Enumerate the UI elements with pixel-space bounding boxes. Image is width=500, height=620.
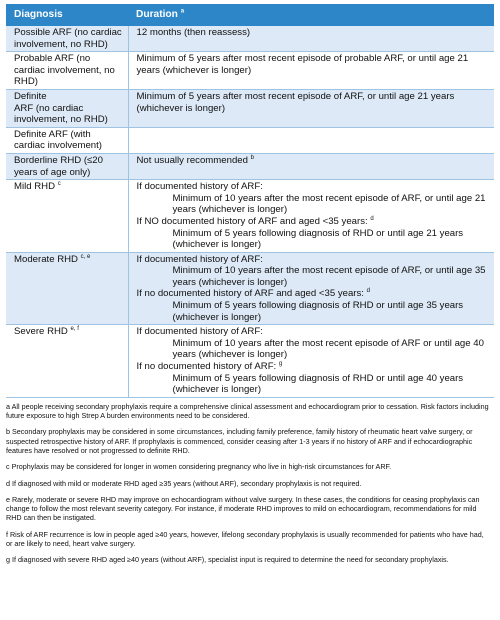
diagnosis-cell	[6, 252, 128, 325]
duration-line	[137, 53, 491, 76]
footnote: b Secondary prophylaxis may be considered in some circumstances, including family preference, family history of rheumatic heart valve surgery, or suspected retrospective history of ARF. If prophylaxis is commenced, consider ceasing after 1-3 years if no history of ARF and if echocardiographic features have resolved or not progressed to definite RHD.	[6, 427, 473, 455]
duration-line	[137, 155, 491, 167]
duration-line	[137, 326, 491, 338]
header-duration	[128, 4, 494, 26]
diagnosis-text: Definite ARF (with cardiac involvement)	[14, 128, 102, 152]
footnote: e Rarely, moderate or severe RHD may improve on echocardiogram without valve surgery. In these cases, the conditions for ceasing prophylaxis can change to follow the most relevant severity category. For instance, if moderate RHD improves to mild on echocardiogram, recommendations for mild RHD can then be instigated.	[6, 494, 480, 523]
duration-footnote-ref: d	[366, 288, 370, 295]
footnote: a All people receiving secondary prophylaxis require a comprehensive clinical assessment and echocardiogram prior to cessation. Risk factors including future exposure to high Strep A burden environments need to be considered.	[6, 401, 489, 421]
diagnosis-text: Probable ARF (no cardiac involvement, no RHD)	[14, 53, 115, 88]
duration-line	[137, 193, 491, 216]
duration-line	[137, 288, 491, 300]
duration-text: Minimum of 10 years after the most recent episode of ARF, or until age 35 years (whichever is longer)	[172, 265, 486, 288]
duration-line	[137, 228, 491, 251]
diagnosis-text: Mild RHD	[14, 181, 56, 193]
table-row	[6, 252, 494, 325]
duration-cell	[128, 127, 494, 153]
diagnosis-text: ARF (no cardiac involvement, no RHD)	[14, 102, 108, 126]
diagnosis-text: Definite	[14, 90, 47, 102]
diagnosis-text: Severe RHD	[14, 326, 68, 338]
diagnosis-cell	[6, 325, 128, 398]
duration-text: Minimum of 5 years after most recent episode of ARF, or until age 21 years (whichever is longer)	[136, 90, 455, 114]
duration-text: Minimum of 10 years after the most recent episode of ARF or until age 40 years (whichever is longer)	[172, 337, 484, 361]
duration-line	[137, 27, 491, 39]
diagnosis-cell	[6, 127, 128, 153]
duration-text: If no documented history of ARF and aged <35 years:	[136, 288, 364, 300]
diagnosis-text: Borderline RHD (≤20 years of age only)	[14, 154, 103, 178]
duration-cell	[128, 252, 494, 325]
diagnosis-cell	[6, 26, 128, 52]
duration-text: If no documented history of ARF:	[136, 361, 277, 373]
header-duration-label: Duration	[136, 9, 178, 21]
prophylaxis-duration-table	[6, 4, 494, 398]
duration-footnote-ref: b	[250, 154, 254, 161]
duration-text: If documented history of ARF:	[136, 326, 263, 338]
header-diagnosis: Diagnosis	[6, 4, 128, 26]
diagnosis-footnote-ref: e, f	[70, 326, 79, 333]
duration-line	[137, 216, 491, 228]
duration-text: Minimum of 10 years after the most recent episode of ARF, or until age 21 years (whichever is longer)	[172, 192, 486, 216]
diagnosis-cell	[6, 153, 128, 179]
table-row	[6, 26, 494, 52]
document-page	[6, 0, 494, 565]
duration-text: Minimum of 5 years after most recent episode of probable ARF, or until age 21 years (whichever is longer)	[136, 53, 469, 76]
duration-line	[137, 265, 491, 288]
diagnosis-text: Possible ARF (no cardiac involvement, no RHD)	[14, 27, 122, 50]
duration-text: Minimum of 5 years following diagnosis of RHD or until age 35 years (whichever is longer)	[172, 300, 464, 323]
diagnosis-text: Moderate RHD	[14, 253, 78, 265]
duration-line	[137, 373, 491, 396]
table-row	[6, 153, 494, 179]
table-body	[6, 26, 494, 397]
diagnosis-footnote-ref: c, e	[80, 253, 91, 260]
duration-text: If documented history of ARF:	[136, 253, 263, 265]
table-row	[6, 127, 494, 153]
duration-cell	[128, 325, 494, 398]
table-row	[6, 180, 494, 253]
footnote: g If diagnosed with severe RHD aged ≥40 years (without ARF), specialist input is required to determine the need for secondary prophylaxis.	[6, 555, 449, 565]
header-duration-sup: a	[180, 8, 185, 15]
duration-footnote-ref: g	[278, 360, 283, 367]
table-row	[6, 89, 494, 127]
duration-cell	[128, 153, 494, 179]
diagnosis-cell	[6, 52, 128, 90]
duration-cell	[128, 52, 494, 90]
duration-line	[137, 254, 491, 266]
footnote: d If diagnosed with mild or moderate RHD aged ≥35 years (without ARF), secondary prophylaxis is not required.	[6, 478, 362, 488]
duration-text: If NO documented history of ARF and aged <35 years:	[136, 215, 368, 227]
diagnosis-cell	[6, 180, 128, 253]
duration-line	[137, 181, 491, 193]
duration-text: 12 months (then reassess)	[136, 27, 251, 38]
table-row	[6, 325, 494, 398]
diagnosis-footnote-ref: c	[57, 180, 61, 187]
diagnosis-cell	[6, 89, 128, 127]
duration-text: If documented history of ARF:	[136, 181, 263, 193]
duration-text: Minimum of 5 years following diagnosis of RHD or until age 40 years (whichever is longer)	[172, 372, 464, 396]
duration-line	[137, 91, 491, 114]
footnotes	[6, 398, 494, 565]
duration-text: Not usually recommended	[136, 154, 248, 166]
duration-cell	[128, 180, 494, 253]
duration-footnote-ref: d	[370, 215, 374, 222]
duration-line	[137, 300, 491, 323]
duration-text: Minimum of 5 years following diagnosis of RHD or until age 21 years (whichever is longer)	[172, 227, 464, 251]
duration-cell	[128, 26, 494, 52]
duration-line	[137, 361, 491, 373]
duration-line	[137, 338, 491, 361]
footnote: c Prophylaxis may be considered for longer in women considering pregnancy who live in high-risk circumstances for ARF.	[6, 462, 392, 472]
footnote: f Risk of ARF recurrence is low in people aged ≥40 years, however, lifelong secondary prophylaxis is usually recommended for patients who have had, or are likely to need, heart valve surgery.	[6, 529, 484, 549]
table-row	[6, 52, 494, 90]
table-header-row	[6, 4, 494, 26]
duration-cell	[128, 89, 494, 127]
